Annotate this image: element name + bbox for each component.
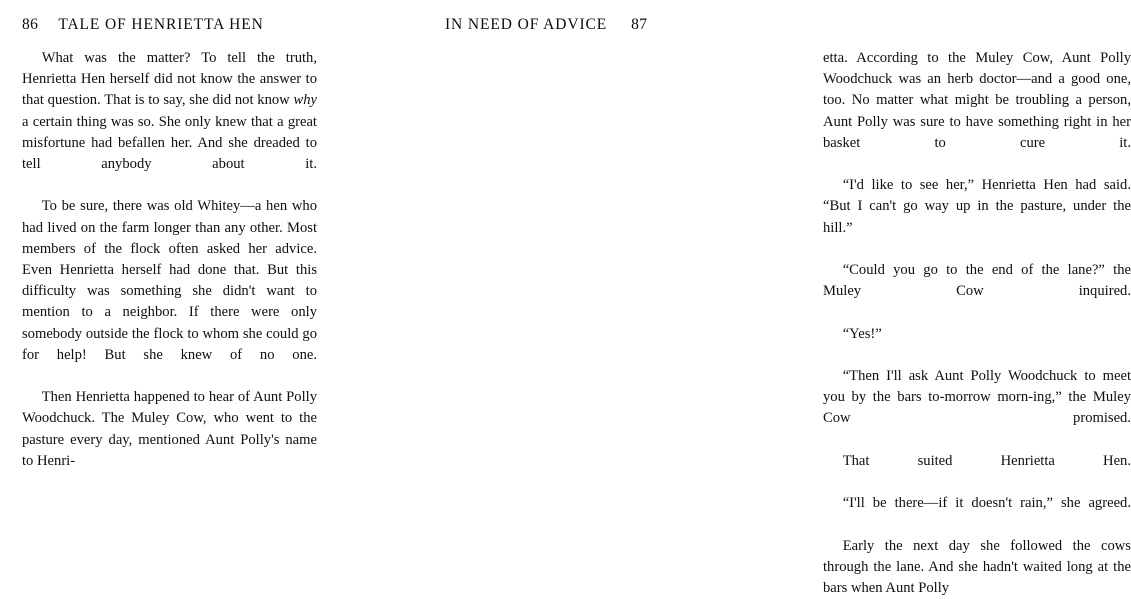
paragraph: “I'd like to see her,” Henrietta Hen had said. “But I can't go way up in the pasture, under the hill.” — [823, 177, 1131, 236]
right-page — [383, 0, 1131, 597]
paragraph: That suited Henrietta Hen. — [842, 452, 1131, 469]
paragraph — [22, 48, 317, 196]
left-page — [0, 0, 382, 485]
right-running-head — [445, 14, 741, 36]
left-text-column — [22, 48, 317, 472]
right-text-column — [823, 48, 1131, 599]
paragraph: etta. According to the Muley Cow, Aunt Polly Woodchuck was an herb doctor—and a good one, too. No matter what might be troubling a person, Aunt Polly was sure to have something right in her basket to cure it. — [823, 50, 1131, 151]
paragraph: Then Henrietta happened to hear of Aunt Polly Woodchuck. The Muley Cow, who went to the pasture every day, mentioned Aunt Polly's name to Henri- — [22, 389, 317, 469]
paragraph: “I'll be there—if it doesn't rain,” she agreed. — [842, 495, 1131, 512]
right-running-title: IN NEED OF ADVICE — [445, 16, 608, 33]
paragraph: “Yes!” — [842, 325, 882, 342]
left-running-head — [22, 14, 317, 36]
paragraph-text: What was the matter? To tell the truth, Henrietta Hen herself did not know the answer to that question. That is to say, she did not know — [22, 50, 317, 109]
paragraph: “Could you go to the end of the lane?” the Muley Cow inquired. — [823, 262, 1131, 300]
paragraph-text-cont: a certain thing was so. She only knew that a great misfortune had befallen her. And she dreaded to tell anybody about it. — [22, 113, 317, 173]
emphasis-why: why — [293, 92, 317, 109]
right-page-number: 87 — [631, 16, 648, 33]
left-page-number: 86 — [22, 16, 39, 33]
paragraph: Early the next day she followed the cows through the lane. And she hadn't waited long at the bars when Aunt Polly — [823, 537, 1131, 597]
paragraph: “Then I'll ask Aunt Polly Woodchuck to meet you by the bars to-morrow morn-ing,” the Muley Cow promised. — [823, 368, 1131, 427]
paragraph: To be sure, there was old Whitey—a hen who had lived on the farm longer than any other. Most members of the flock often asked her advice. Even Henrietta herself had done that. But this difficulty was something she didn't want to mention to a neighbor. If there were only somebody outside the flock to whom she could go for help! But she knew of no one. — [22, 198, 317, 363]
left-running-title: TALE OF HENRIETTA HEN — [58, 16, 264, 33]
